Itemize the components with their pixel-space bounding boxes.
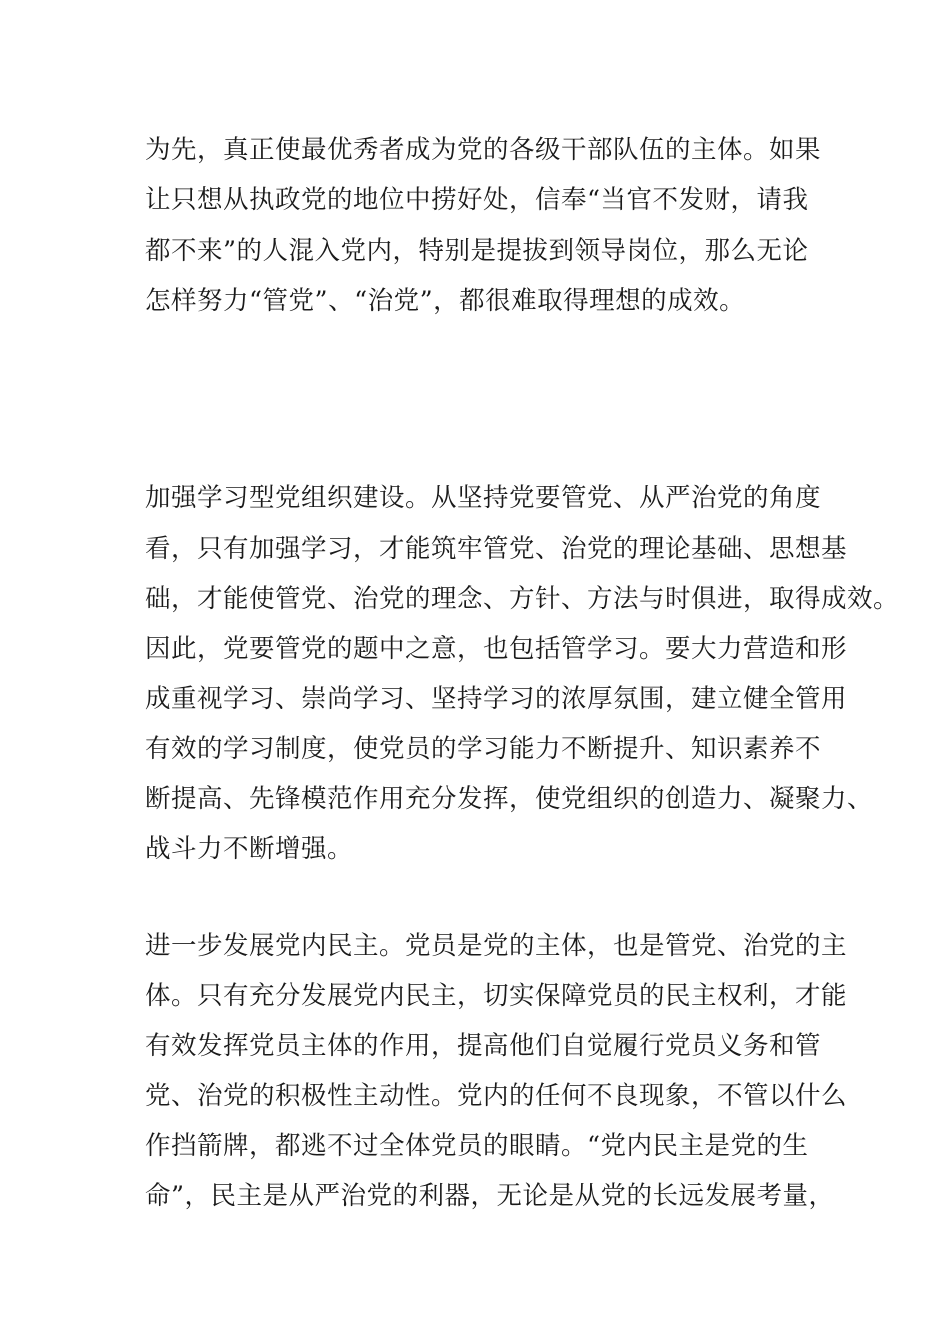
text-line: 体。只有充分发展党内民主，切实保障党员的民主权利，才能 [145,981,848,1011]
text-line: 进一步发展党内民主。党员是党的主体，也是管党、治党的主 [145,931,848,961]
text-line: 有效的学习制度，使党员的学习能力不断提升、知识素养不 [145,734,822,764]
text-line: 命”，民主是从严治党的利器，无论是从党的长远发展考量， [145,1181,835,1211]
text-line: 因此，党要管党的题中之意，也包括管学习。要大力营造和形 [145,634,848,664]
text-line: 成重视学习、崇尚学习、坚持学习的浓厚氛围，建立健全管用 [145,684,848,714]
text-line: 加强学习型党组织建设。从坚持党要管党、从严治党的角度 [145,483,822,513]
text-line: 断提高、先锋模范作用充分发挥，使党组织的创造力、凝聚力、 [145,784,874,814]
text-line: 党、治党的积极性主动性。党内的任何不良现象，不管以什么 [145,1081,848,1111]
text-line: 有效发挥党员主体的作用，提高他们自觉履行党员义务和管 [145,1031,822,1061]
text-line: 础，才能使管党、治党的理念、方针、方法与时俱进，取得成效。 [145,584,900,614]
text-line: 战斗力不断增强。 [145,834,354,864]
text-line: 都不来”的人混入党内，特别是提拔到领导岗位，那么无论 [145,236,809,266]
text-line: 作挡箭牌，都逃不过全体党员的眼睛。“党内民主是党的生 [145,1131,809,1161]
text-line: 怎样努力“管党”、“治党”，都很难取得理想的成效。 [145,286,746,316]
text-line: 看，只有加强学习，才能筑牢管党、治党的理论基础、思想基 [145,534,848,564]
text-line: 让只想从执政党的地位中捞好处，信奉“当官不发财，请我 [145,185,809,215]
text-line: 为先，真正使最优秀者成为党的各级干部队伍的主体。如果 [145,135,822,165]
